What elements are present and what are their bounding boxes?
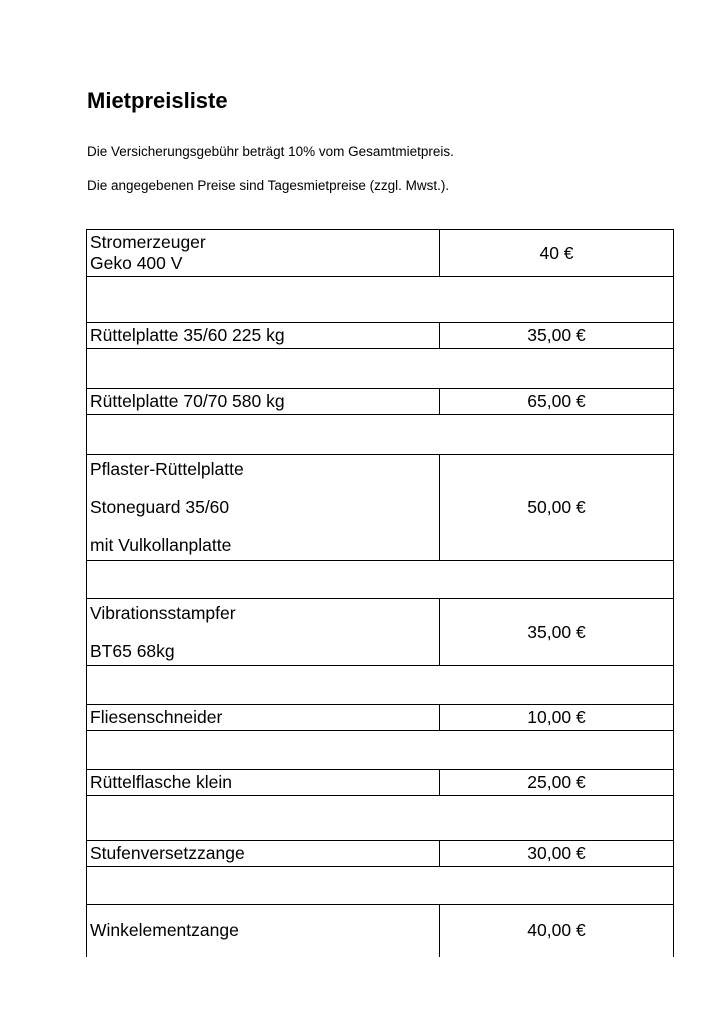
spacer-row	[87, 796, 674, 841]
price-cell: 40 €	[440, 230, 674, 277]
spacer-row	[87, 867, 674, 905]
item-detail: BT65 68kg	[90, 640, 175, 661]
spacer-row	[87, 349, 674, 389]
item-cell	[87, 599, 440, 666]
table-row	[87, 599, 674, 666]
table-row	[87, 389, 674, 415]
price-cell: 50,00 €	[440, 455, 674, 561]
item-cell	[87, 455, 440, 561]
price-cell: 30,00 €	[440, 841, 674, 867]
table-row	[87, 705, 674, 731]
table-row	[87, 841, 674, 867]
table-row	[87, 770, 674, 796]
item-name: Vibrationsstampfer	[90, 602, 236, 623]
spacer-row	[87, 666, 674, 705]
price-cell: 25,00 €	[440, 770, 674, 796]
price-cell: 35,00 €	[440, 599, 674, 666]
table-row	[87, 455, 674, 561]
item-detail: Stoneguard 35/60	[90, 497, 230, 517]
item-name: Pflaster-Rüttelplatte	[90, 459, 244, 479]
price-cell: 65,00 €	[440, 389, 674, 415]
table-row	[87, 905, 674, 957]
price-cell: 35,00 €	[440, 323, 674, 349]
item-cell: Rüttelflasche klein	[87, 770, 440, 796]
price-note: Die angegebenen Preise sind Tagesmietpreise (zzgl. Mwst.).	[87, 178, 450, 193]
insurance-note: Die Versicherungsgebühr beträgt 10% vom Gesamtmietpreis.	[87, 144, 454, 159]
item-detail: Geko 400 V	[90, 253, 183, 273]
item-cell	[87, 230, 440, 277]
item-detail: mit Vulkollanplatte	[90, 535, 232, 555]
item-cell: Rüttelplatte 35/60 225 kg	[87, 323, 440, 349]
item-cell: Fliesenschneider	[87, 705, 440, 731]
spacer-row	[87, 415, 674, 455]
item-cell: Stufenversetzzange	[87, 841, 440, 867]
spacer-row	[87, 277, 674, 323]
spacer-row	[87, 561, 674, 599]
table-row	[87, 230, 674, 277]
spacer-row	[87, 731, 674, 770]
price-cell: 40,00 €	[440, 905, 674, 957]
page-title: Mietpreisliste	[87, 88, 228, 113]
item-cell: Winkelementzange	[87, 905, 440, 957]
price-cell: 10,00 €	[440, 705, 674, 731]
item-name: Stromerzeuger	[90, 232, 206, 252]
table-row	[87, 323, 674, 349]
price-table	[86, 229, 674, 957]
item-cell: Rüttelplatte 70/70 580 kg	[87, 389, 440, 415]
